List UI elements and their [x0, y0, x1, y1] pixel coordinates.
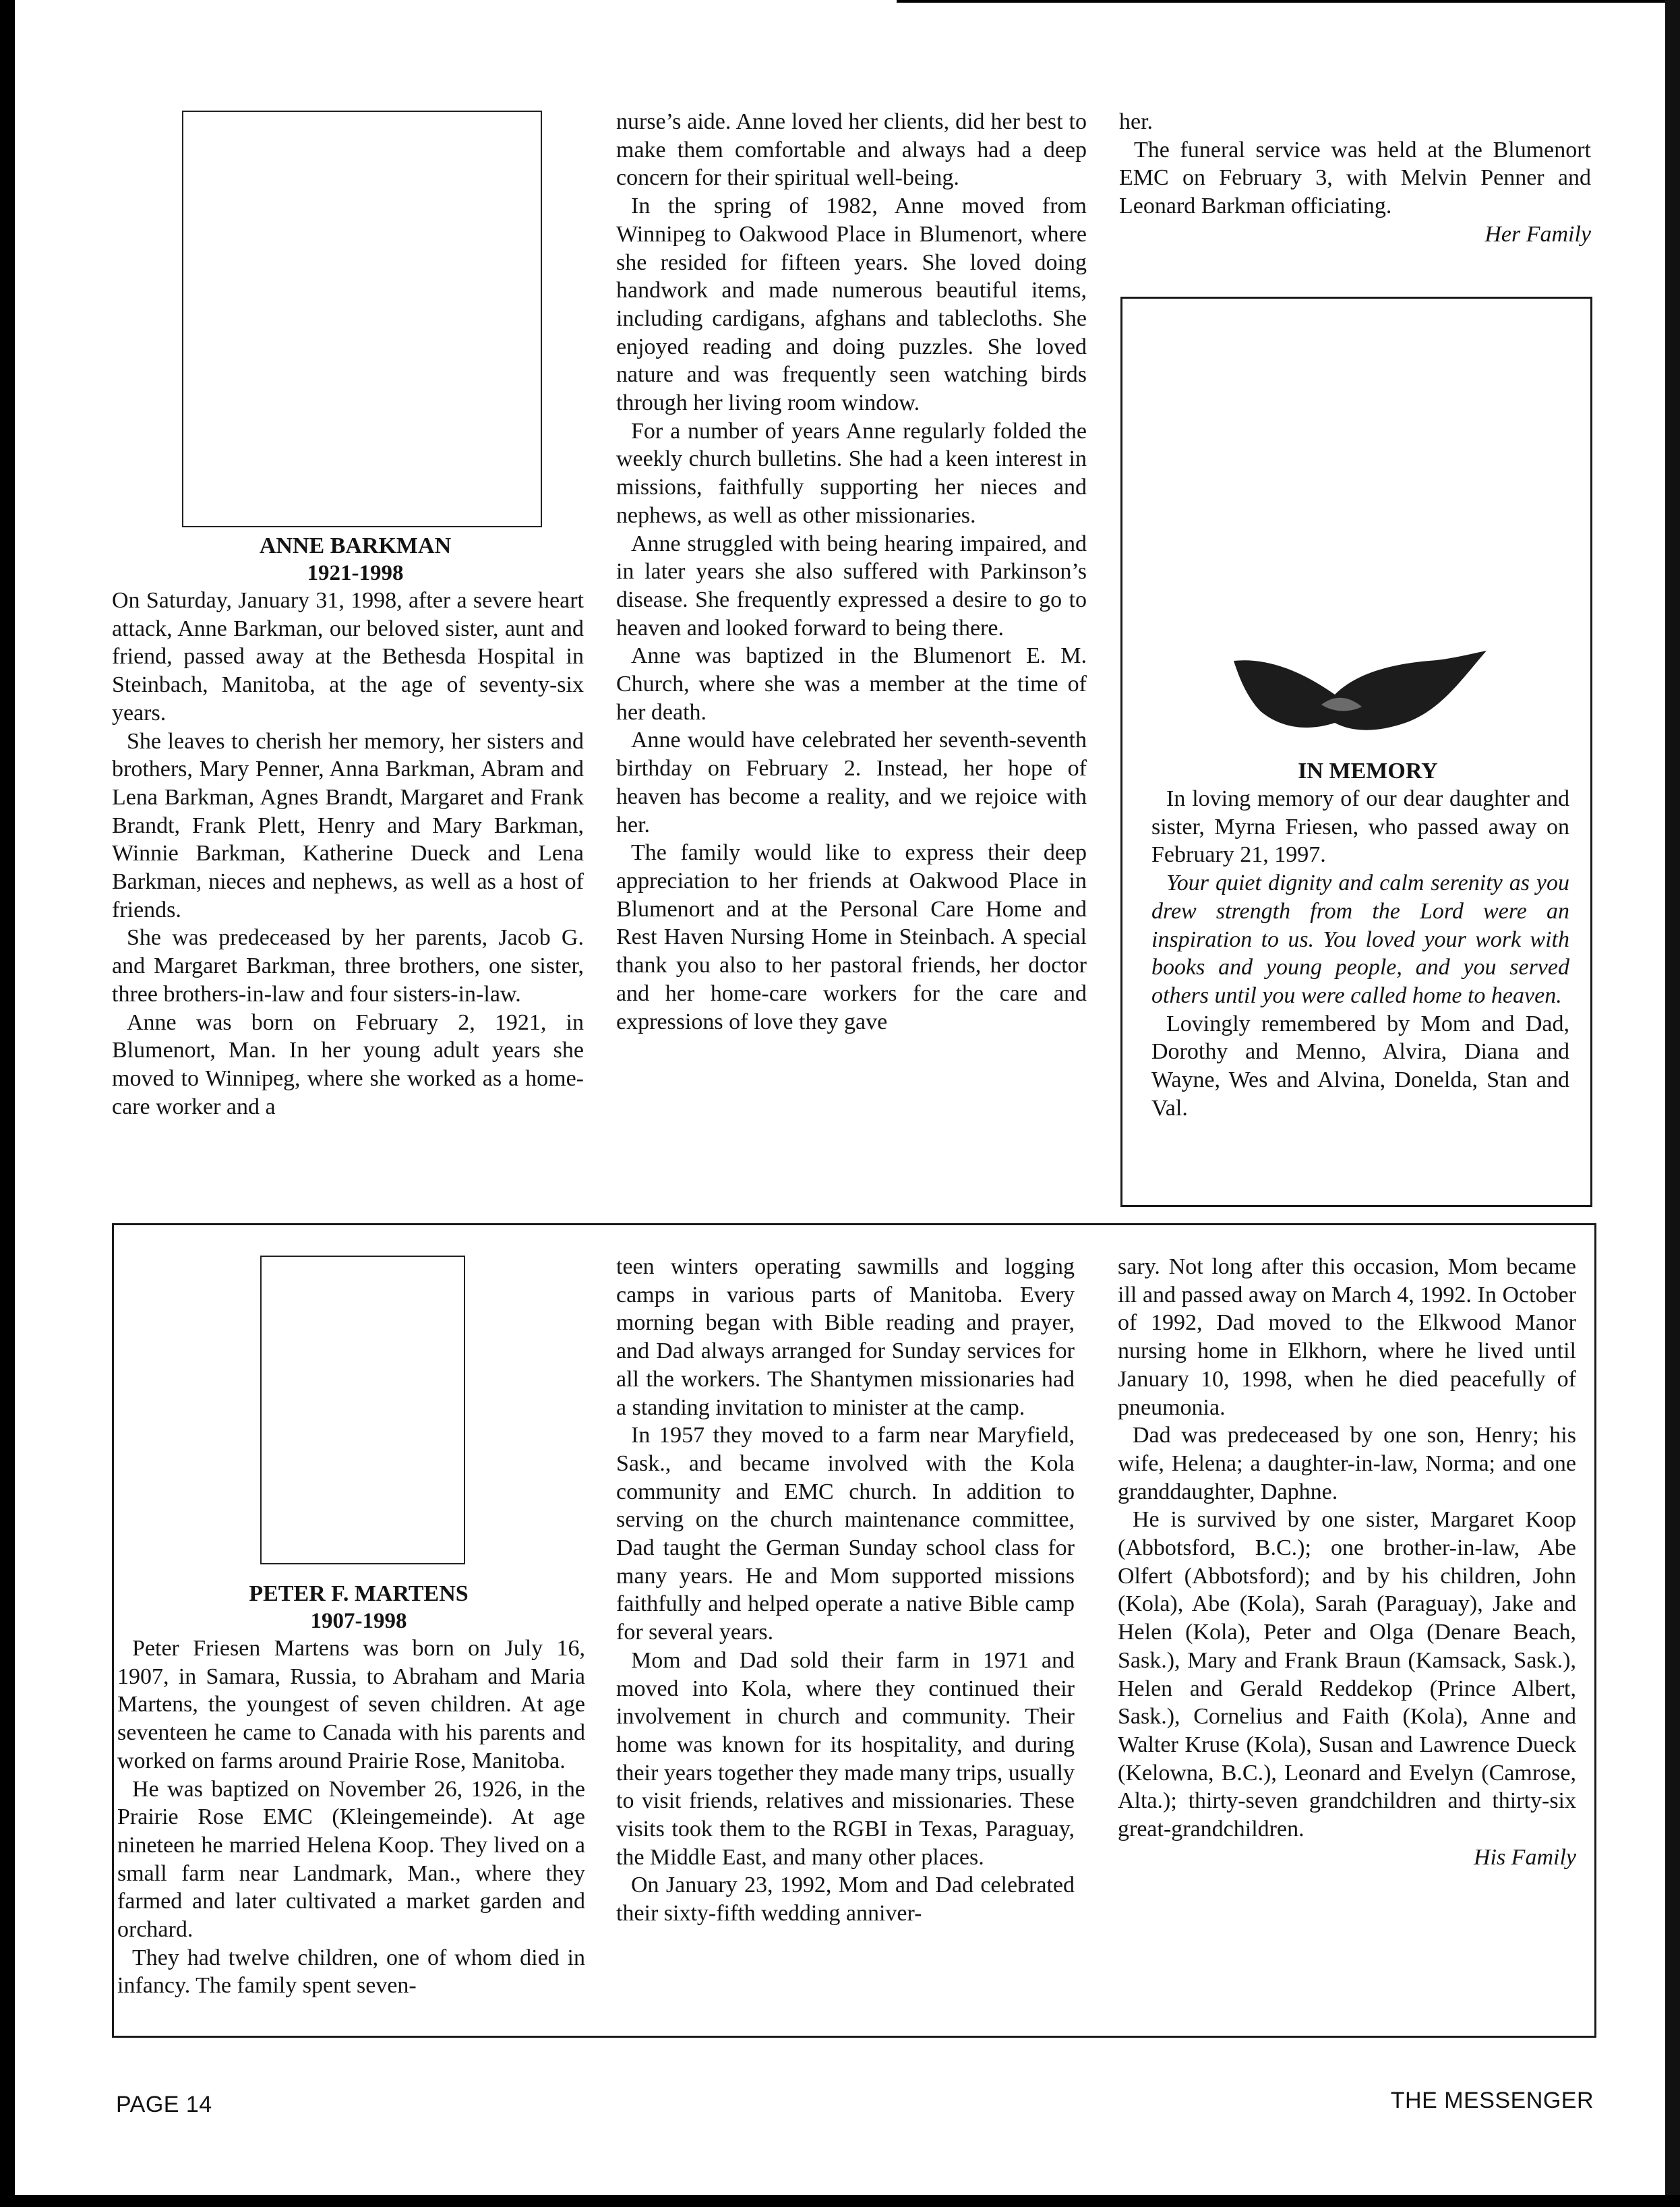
scan-edge-right — [1665, 0, 1680, 2207]
anne-barkman-name: ANNE BARKMAN — [259, 533, 452, 558]
scan-edge-top — [897, 0, 1680, 3]
anne-barkman-column-2 — [616, 108, 1087, 1036]
in-memory-paragraph-1: In loving memory of our dear daughter and sister, Myrna Friesen, who passed away on February 21, 1997. — [1151, 786, 1569, 868]
in-memory-title: IN MEMORY — [1298, 759, 1438, 784]
anne-paragraph-9: Anne was baptized in the Blumenort E. M. Church, where she was a member at the time of her death. — [616, 643, 1087, 725]
scan-edge-bottom — [0, 2195, 1680, 2207]
peter-paragraph-7: On January 23, 1992, Mom and Dad celebrated their sixty-fifth wedding anniver- — [616, 1873, 1075, 1926]
peter-paragraph-9: Dad was predeceased by one son, Henry; his wife, Helena; a daughter-in-law, Norma; and one granddaughter, Daphne. — [1118, 1423, 1576, 1504]
in-memory-text — [1151, 758, 1569, 1122]
peter-paragraph-6: Mom and Dad sold their farm in 1971 and moved into Kola, where they continued their involvement in church and community. Their home was known for its hospitality, and during their years together they made many trips, usually to visit friends, relatives and missionaries. These visits took them to the RGBI in Texas, Paraguay, the Middle East, and many other places. — [616, 1647, 1075, 1870]
peter-paragraph-3: They had twelve children, one of whom died in infancy. The family spent seven- — [117, 1945, 585, 1999]
peter-paragraph-8: sary. Not long after this occasion, Mom became ill and passed away on March 4, 1992. In October of 1992, Dad moved to the Elkwood Manor nursing home in Elkhorn, where he lived until January 10, 1998, when he died peacefully of pneumonia. — [1118, 1254, 1576, 1420]
anne-paragraph-11: The family would like to express their deep appreciation to her friends at Oakwood Place in Blumenort and at the Personal Care Home and Rest Haven Nursing Home in Steinbach. A special thank you also to her pastoral friends, her doctor and her home-care workers for the care and expressions of love they gave — [616, 840, 1087, 1034]
anne-paragraph-3: She was predeceased by her parents, Jacob G. and Margaret Barkman, three brothers, one sister, three brothers-in-law and four sisters-in-law. — [112, 925, 584, 1007]
in-memory-verse: Your quiet dignity and calm serenity as you drew strength from the Lord were an inspiration to us. You loved your work with books and young people, and you served others until you were called home to heaven. — [1151, 871, 1569, 1008]
anne-barkman-column-1 — [112, 533, 584, 1121]
anne-paragraph-5: nurse’s aide. Anne loved her clients, did her best to make them comfortable and always had a deep concern for their spiritual well-being. — [616, 109, 1087, 191]
peter-martens-column-1 — [117, 1581, 585, 2000]
peter-paragraph-2: He was baptized on November 26, 1926, in the Prairie Rose EMC (Kleingemeinde). At age nineteen he married Helena Koop. They lived on a small farm near Landmark, Man., where they farmed and later cultivated a market garden and orchard. — [117, 1776, 585, 1943]
anne-paragraph-2: She leaves to cherish her memory, her sisters and brothers, Mary Penner, Anna Barkman, Abram and Lena Barkman, Agnes Brandt, Margaret and Frank Brandt, Frank Plett, Henry and Mary Barkman, Winnie Barkman, Katherine Dueck and Lena Barkman, nieces and nephews, as well as a host of friends. — [112, 728, 584, 922]
in-memory-paragraph-2: Lovingly remembered by Mom and Dad, Dorothy and Menno, Alvira, Diana and Wayne, Wes and Alvina, Donelda, Stan and Val. — [1151, 1011, 1569, 1121]
peter-paragraph-1: Peter Friesen Martens was born on July 16, 1907, in Samara, Russia, to Abraham and Maria Martens, the youngest of seven children. At age seventeen he came to Canada with his parents and worked on farms around Prairie Rose, Manitoba. — [117, 1636, 585, 1773]
peter-paragraph-5: In 1957 they moved to a farm near Maryfield, Sask., and became involved with the Kola community and EMC church. In addition to serving on the church maintenance committee, Dad taught the German Sunday school class for many years. He and Mom supported missions faithfully and helped operate a native Bible camp for several years. — [616, 1423, 1075, 1645]
page-number: PAGE 14 — [116, 2092, 212, 2117]
anne-barkman-column-3 — [1119, 108, 1591, 249]
anne-paragraph-12: her. — [1119, 109, 1153, 134]
peter-martens-column-2 — [616, 1253, 1075, 1928]
publication-name: THE MESSENGER — [1390, 2088, 1594, 2113]
anne-barkman-photo — [182, 111, 542, 527]
anne-paragraph-8: Anne struggled with being hearing impaired, and in later years she also suffered with Parkinson’s disease. She frequently expressed a desire to go to heaven and looked forward to being there. — [616, 531, 1087, 641]
anne-paragraph-6: In the spring of 1982, Anne moved from Winnipeg to Oakwood Place in Blumenort, where she resided for fifteen years. She loved doing handwork and made numerous beautiful items, including cardigans, afghans and tablecloths. She enjoyed reading and doing puzzles. She loved nature and was frequently seen watching birds through her living room window. — [616, 194, 1087, 416]
myrna-friesen-photo — [1227, 647, 1490, 748]
anne-paragraph-10: Anne would have celebrated her seventh-seventh birthday on February 2. Instead, her hope of heaven has become a reality, and we rejoice with her. — [616, 728, 1087, 837]
peter-martens-name: PETER F. MARTENS — [249, 1581, 469, 1606]
anne-paragraph-4: Anne was born on February 2, 1921, in Blumenort, Man. In her young adult years she moved to Winnipeg, where she worked as a home-care worker and a — [112, 1009, 584, 1119]
peter-signature: His Family — [1473, 1844, 1576, 1870]
anne-signature: Her Family — [1484, 221, 1591, 247]
anne-paragraph-13: The funeral service was held at the Blumenort EMC on February 3, with Melvin Penner and Leonard Barkman officiating. — [1119, 137, 1591, 219]
peter-martens-years: 1907-1998 — [310, 1609, 407, 1633]
peter-paragraph-4: teen winters operating sawmills and logging camps in various parts of Manitoba. Every morning began with Bible reading and prayer, and Dad always arranged for Sunday services for all the workers. The Shantymen missionaries had a standing invitation to minister at the camp. — [616, 1254, 1075, 1420]
anne-paragraph-7: For a number of years Anne regularly folded the weekly church bulletins. She had a keen interest in missions, faithfully supporting her nieces and nephews, as well as other missionaries. — [616, 418, 1087, 528]
peter-paragraph-10: He is survived by one sister, Margaret Koop (Abbotsford, B.C.); one brother-in-law, Abe Olfert (Abbotsford); and by his children, John (Kola), Abe (Kola), Sarah (Paraguay), Jake and Helen (Kola), Peter and Olga (Denare Beach, Sask.), Mary and Frank Braun (Kamsack, Sask.), Helen and Gerald Reddekop (Prince Albert, Sask.), Cornelius and Faith (Kola), Anne and Walter Kruse (Kola), Susan and Lawrence Dueck (Kelowna, B.C.), Leonard and Evelyn (Camrose, Alta.); thirty-seven grandchildren and thirty-six great-grandchildren. — [1118, 1507, 1576, 1842]
scan-edge-left — [0, 0, 15, 2207]
anne-barkman-years: 1921-1998 — [307, 561, 404, 585]
peter-martens-column-3 — [1118, 1253, 1576, 1871]
peter-martens-photo — [260, 1256, 465, 1564]
anne-paragraph-1: On Saturday, January 31, 1998, after a severe heart attack, Anne Barkman, our beloved sister, aunt and friend, passed away at the Bethesda Hospital in Steinbach, Manitoba, at the age of seventy-six years. — [112, 588, 584, 726]
